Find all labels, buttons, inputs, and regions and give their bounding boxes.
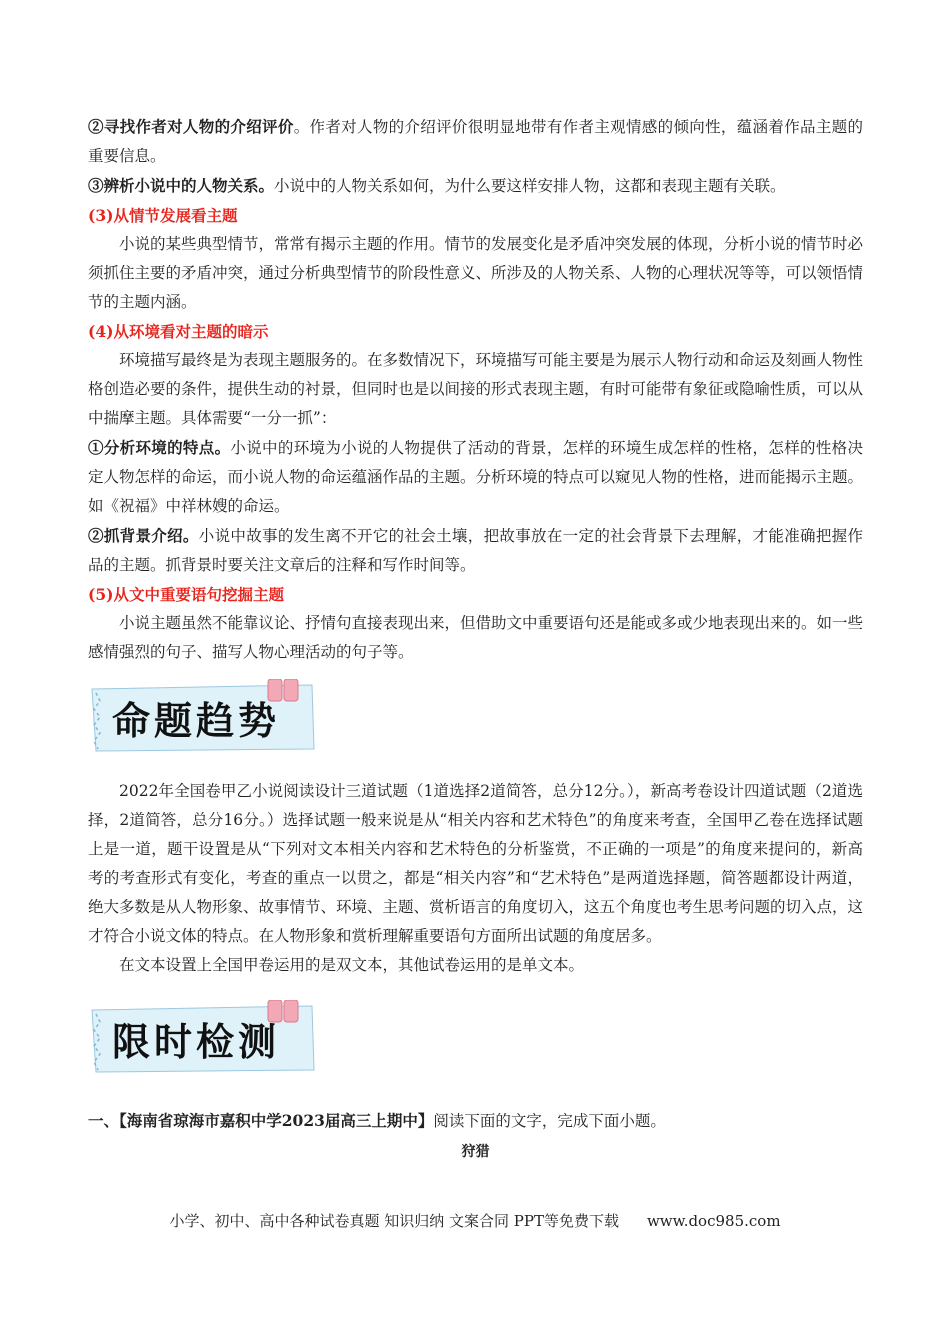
document-body xyxy=(88,112,863,1167)
question-intro xyxy=(88,1106,863,1136)
banner-title: 命题趋势 xyxy=(112,699,281,743)
point-heading: ②寻找作者对人物的介绍评价 xyxy=(88,117,294,136)
paragraph-plot: 小说的某些典型情节，常常有揭示主题的作用。情节的发展变化是矛盾冲突发展的体现，分析小说的情节时必须抓住主要的矛盾冲突，通过分析典型情节的阶段性意义、所涉及的人物关系、人物的心理状况等等，可以领悟情节的主题内涵。 xyxy=(88,235,864,311)
banner-title: 限时检测 xyxy=(112,1020,281,1064)
point-body: 小说中的环境为小说的人物提供了活动的背景，怎样的环境生成怎样的性格，怎样的性格决定人物怎样的命运，而小说人物的命运蕴涵作品的主题。分析环境的特点可以窥见人物的性格，进而能揭示主题。如《祝福》中祥林嫂的命运。 xyxy=(88,439,864,515)
footer-text: 小学、初中、高中各种试卷真题 知识归纳 文案合同 PPT等免费下载 xyxy=(169,1212,619,1230)
passage-title: 狩猎 xyxy=(461,1144,490,1160)
point-heading: ①分析环境的特点。 xyxy=(88,438,231,457)
paragraph-environment-features xyxy=(88,433,863,521)
paragraph-key-sentences: 小说主题虽然不能靠议论、抒情句直接表现出来，但借助文中重要语句还是能或多或少地表现出来的。如一些感情强烈的句子、描写人物心理活动的句子等。 xyxy=(88,614,864,661)
question-number: 一、 xyxy=(88,1111,120,1130)
page-footer xyxy=(0,1210,950,1231)
paragraph-background xyxy=(88,521,863,580)
section-heading-plot: (3)从情节发展看主题 xyxy=(88,206,238,225)
paragraph-environment: 环境描写最终是为表现主题服务的。在多数情况下，环境描写可能主要是为展示人物行动和命运及刻画人物性格创造必要的条件，提供生动的衬景，但同时也是以间接的形式表现主题，有时可能带有象征或隐喻性质，可以从中揣摩主题。具体需要“一分一抓”： xyxy=(88,351,864,427)
paragraph-character-relations xyxy=(88,171,863,201)
section-heading-key-sentences: (5)从文中重要语句挖掘主题 xyxy=(88,585,284,604)
paragraph-trend-text-setting: 在文本设置上全国甲卷运用的是双文本，其他试卷运用的是单文本。 xyxy=(119,956,585,974)
banner-timed-test xyxy=(88,1000,320,1076)
paragraph-trend: 2022年全国卷甲乙小说阅读设计三道试题（1道选择2道简答，总分12分。），新高考卷设计四道试题（2道选择，2道简答，总分16分。）选择试题一般来说是从“相关内容和艺术特色”的角度来考查，全国甲乙卷在选择试题上是一道，题干设置是从“下列对文本相关内容和艺术特色的分析鉴赏，不正确的一项是”的角度来提问的，新高考的考查形式有变化，考查的重点一以贯之，都是“相关内容”和“艺术特色”是两道选择题，简答题都设计两道，绝大多数是从人物形象、故事情节、环境、主题、赏析语言的角度切入，这五个角度也考生思考问题的切入点，这才符合小说文体的特点。在人物形象和赏析理解重要语句方面所出试题的角度居多。 xyxy=(88,782,864,945)
point-heading: ②抓背景介绍。 xyxy=(88,526,199,545)
banner-trend xyxy=(88,679,320,755)
footer-url[interactable]: www.doc985.com xyxy=(646,1212,781,1230)
point-body: 小说中故事的发生离不开它的社会土壤，把故事放在一定的社会背景下去理解，才能准确把握作品的主题。抓背景时要关注文章后的注释和写作时间等。 xyxy=(88,527,863,574)
paragraph-author-evaluation xyxy=(88,112,863,171)
point-body: 。作者对人物的介绍评价很明显地带有作者主观情感的倾向性，蕴涵着作品主题的重要信息。 xyxy=(88,118,863,165)
point-heading: ③辨析小说中的人物关系。 xyxy=(88,176,275,195)
point-body: 小说中的人物关系如何，为什么要这样安排人物，这都和表现主题有关联。 xyxy=(274,177,786,195)
question-instruction: 阅读下面的文字，完成下面小题。 xyxy=(433,1112,666,1130)
question-source: 【海南省琼海市嘉积中学2023届高三上期中】 xyxy=(119,1111,434,1130)
section-heading-environment: (4)从环境看对主题的暗示 xyxy=(88,322,269,341)
